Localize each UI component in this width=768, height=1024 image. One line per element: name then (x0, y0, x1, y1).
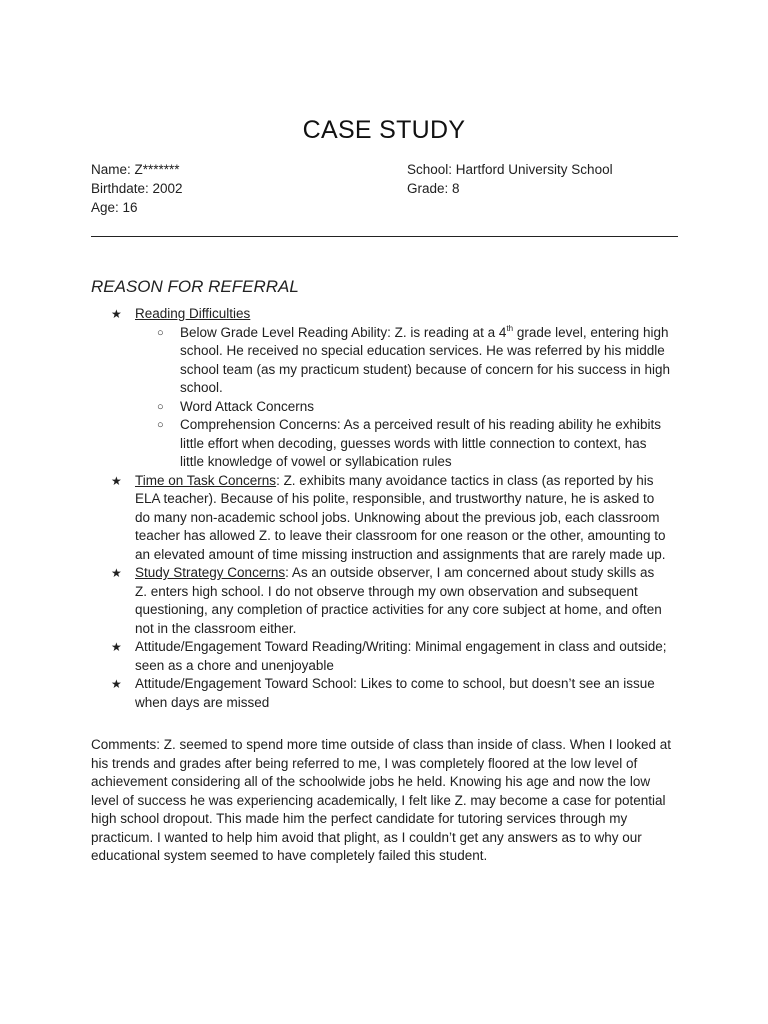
student-school: School: Hartford University School (407, 162, 613, 177)
bullet-reading-difficulties (0, 305, 768, 324)
comprehension-text: Comprehension Concerns: As a perceived result of his reading ability he exhibits little effort when decoding, guesses words with little connection to context, has little knowledge of vowel or syllabication rules (180, 417, 662, 469)
time-on-task-text: : Z. exhibits many avoidance tactics in class (as reported by his ELA teacher). Because of his polite, responsible, and trustworthy nature, he is asked to do many non-academic school jobs. Unknowing about the previous job, each classroom teacher has allowed Z. to leave their classroom for one reason or the other, amounting to an elevated amount of time missing instruction and assignments that are rarely made up. (135, 472, 666, 562)
circle-bullet-icon: ○ (157, 419, 164, 431)
bullet-time-on-task (0, 472, 768, 565)
comments-paragraph: Comments: Z. seemed to spend more time outside of class than inside of class. When I looked at his trends and grades after being referred to me, I was completely floored at the low level of achievement considering all of the schoolwide jobs he held. Knowing his age and now the low level of success he was experiencing academically, I felt like Z. may become a case for potential high school dropout. This made him the perfect candidate for tutoring services through my practicum. I wanted to help him avoid that plight, as I couldn’t get any answers as to why our educational system seemed to have completely failed this student. (91, 737, 672, 863)
page-title: CASE STUDY (302, 116, 466, 144)
reading-difficulties-label: Reading Difficulties (135, 306, 251, 321)
star-bullet-icon: ★ (111, 307, 122, 321)
subbullet-word-attack (0, 398, 768, 417)
bullet-attitude-school (0, 675, 768, 712)
student-grade: Grade: 8 (407, 181, 460, 196)
bullet-attitude-reading (0, 638, 768, 675)
attitude-school-text: Attitude/Engagement Toward School: Likes to come to school, but doesn’t see an issue when days are missed (135, 676, 655, 710)
subbullet-comprehension (0, 416, 768, 472)
below-grade-text-post: grade level, entering high school. He received no special education services. He was referred by his middle school team (as my practicum student) because of concern for his success in high school. (180, 324, 670, 395)
word-attack-text: Word Attack Concerns (180, 398, 315, 414)
circle-bullet-icon: ○ (157, 326, 164, 339)
referral-list (0, 305, 768, 712)
below-grade-text-pre: Below Grade Level Reading Ability: Z. is reading at a 4 (180, 324, 507, 340)
study-strategy-label: Study Strategy Concerns (135, 565, 286, 580)
star-bullet-icon: ★ (111, 566, 122, 580)
student-birthdate: Birthdate: 2002 (91, 181, 183, 196)
student-age: Age: 16 (91, 200, 138, 215)
student-info-left (91, 160, 183, 217)
attitude-reading-text: Attitude/Engagement Toward Reading/Writing: Minimal engagement in class and outside; seen as a chore and unenjoyable (135, 639, 667, 673)
student-info-right (407, 160, 613, 198)
time-on-task-label: Time on Task Concerns (135, 472, 277, 488)
ordinal-superscript: th (506, 323, 514, 333)
circle-bullet-icon: ○ (157, 400, 164, 413)
bullet-study-strategy (0, 564, 768, 638)
section-heading: REASON FOR REFERRAL (91, 277, 299, 296)
study-strategy-text: : As an outside observer, I am concerned about study skills as Z. enters high school. I do not observe through my own observation and subsequent questioning, any completion of practice activities for any core subject at home, and often not in the classroom either. (135, 565, 662, 636)
star-bullet-icon: ★ (111, 473, 122, 488)
student-name: Name: Z******* (91, 162, 180, 177)
horizontal-divider (91, 236, 678, 237)
subbullet-below-grade (0, 324, 768, 398)
star-bullet-icon: ★ (111, 677, 122, 691)
star-bullet-icon: ★ (111, 640, 122, 654)
